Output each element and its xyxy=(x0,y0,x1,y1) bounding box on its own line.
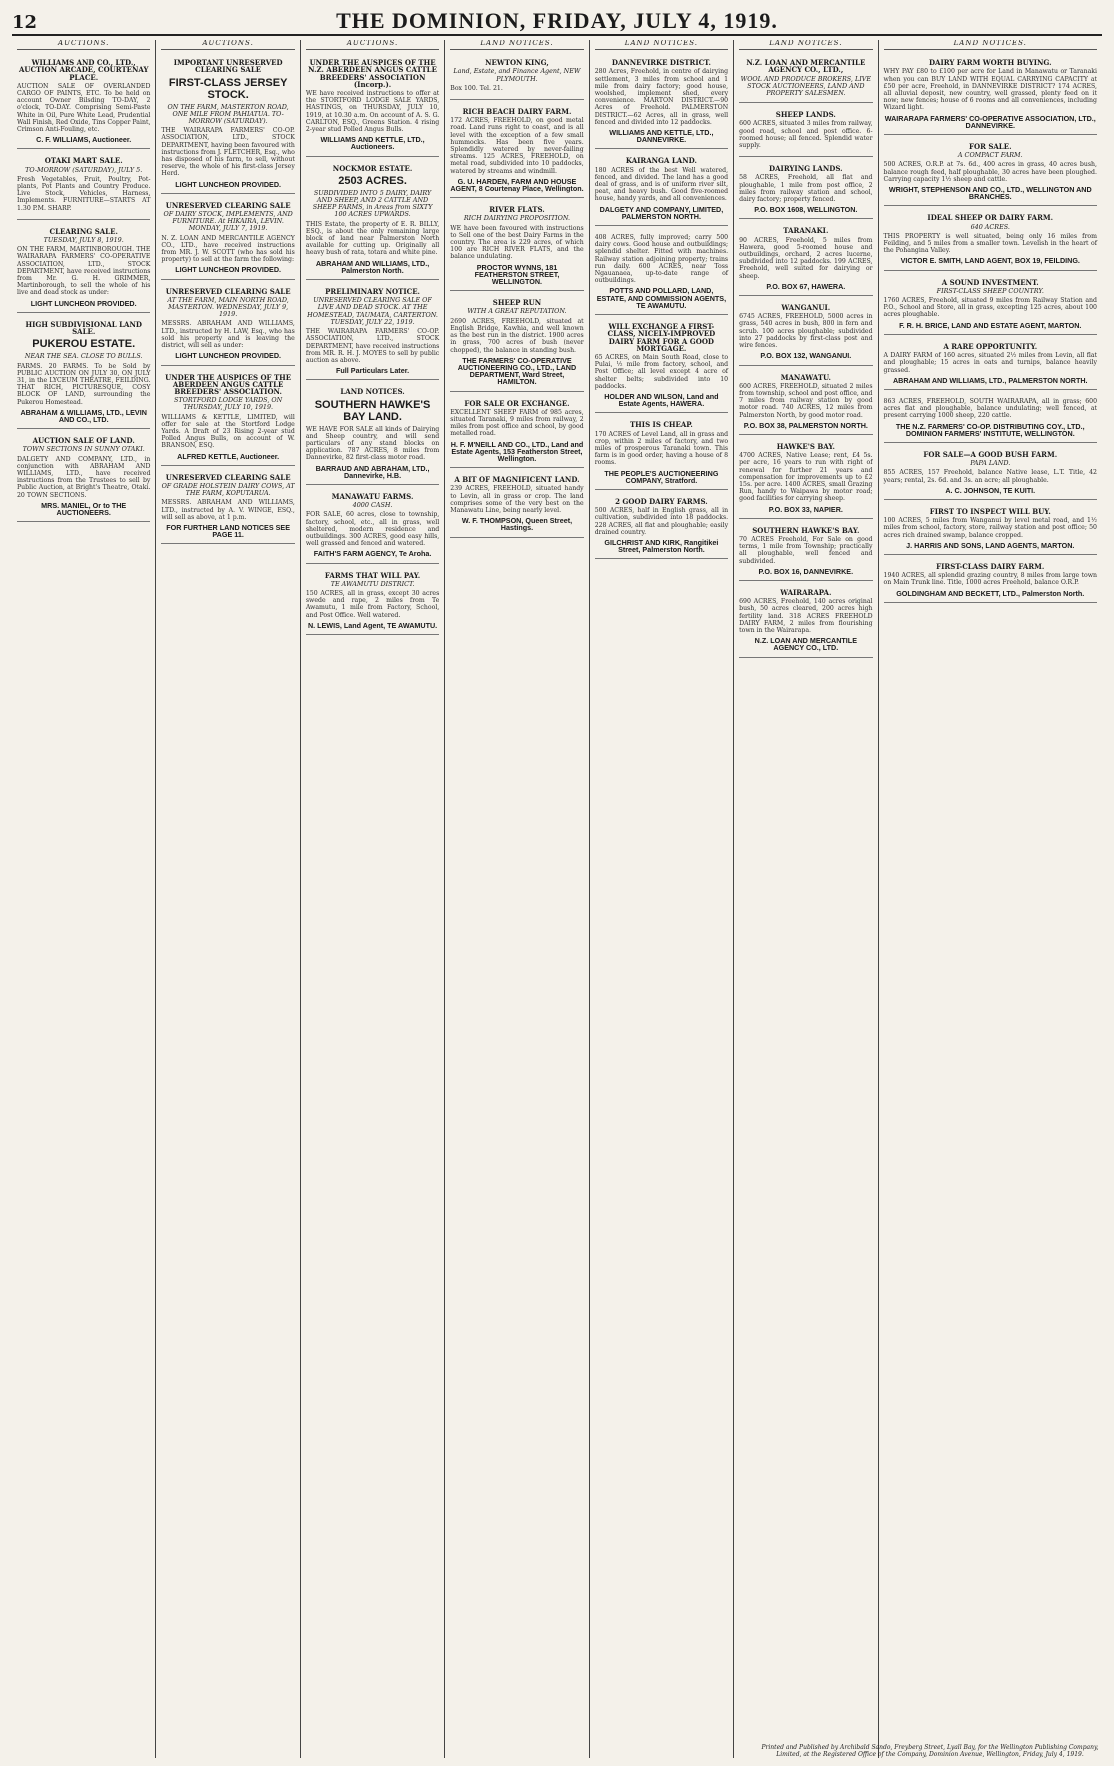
ad-headline: PUKEROU ESTATE. xyxy=(32,338,136,351)
ad-agent: A. C. JOHNSON, TE KUITI. xyxy=(945,485,1036,495)
ad-agent: WRIGHT, STEPHENSON AND CO., LTD., WELLINGTON AND BRANCHES. xyxy=(888,185,1092,202)
ad-title: THIS IS CHEAP. xyxy=(629,420,693,430)
ad-title: A BIT OF MAGNIFICENT LAND. xyxy=(454,475,580,485)
column-heading: AUCTIONS. xyxy=(306,40,439,50)
ad-body: 690 ACRES, Freehold, 140 acres original bush, 50 acres cleared, 200 acres high fertility land. 318 ACRES FREEHOLD DAIRY FARM, 2 miles from flourishing town in the Wairarapa. xyxy=(739,598,873,634)
ad-subtitle: TO-MORROW (SATURDAY), JULY 5. xyxy=(25,165,143,174)
ad-agent: N. LEWIS, Land Agent, TE AWAMUTU. xyxy=(307,620,438,630)
ad-subtitle: NEAR THE SEA. CLOSE TO BULLS. xyxy=(24,352,143,361)
advertisement xyxy=(884,138,1097,206)
ad-title: OTAKI MART SALE. xyxy=(44,156,123,166)
ad-agent: LIGHT LUNCHEON PROVIDED. xyxy=(175,351,282,361)
ad-subtitle: SUBDIVIDED INTO 5 DAIRY, DAIRY AND SHEEP, AND 2 CATTLE AND SHEEP FARMS, in Areas from SIXTY 100 ACRES UPWARDS. xyxy=(312,188,433,219)
ad-title: WANGANUI. xyxy=(781,303,831,313)
column xyxy=(590,40,734,1758)
ad-subtitle: PAPA LAND. xyxy=(970,459,1011,468)
column-heading: LAND NOTICES. xyxy=(450,40,583,50)
ad-body: EXCELLENT SHEEP FARM of 985 acres, situated Taranaki, 9 miles from railway, 2 miles from post office and school, by good metalled road. xyxy=(450,408,584,438)
advertisement xyxy=(739,522,872,581)
ad-agent: WAIRARAPA FARMERS' CO-OPERATIVE ASSOCIATION, LTD., DANNEVIRKE. xyxy=(884,113,1096,130)
ad-title: KAIRANGA LAND. xyxy=(625,156,697,166)
advertisement xyxy=(306,283,439,380)
ad-title: SHEEP LANDS. xyxy=(775,110,836,120)
ad-agent: WILLIAMS AND KETTLE, LTD., Auctioneers. xyxy=(320,135,425,152)
column xyxy=(734,40,878,1758)
column xyxy=(445,40,589,1758)
ad-agent: ABRAHAM & WILLIAMS, LTD., LEVIN AND CO., LTD. xyxy=(20,407,147,424)
ad-body: WE have received instructions to offer at the STORTFORD LODGE SALE YARDS, HASTINGS, on THURSDAY, JULY 10, 1919, at 10.30 a.m. On account of A. S. G. CARLTON, ESQ., Greens Station. 4 rising 2-year stud Polled Angus Bulls. xyxy=(305,90,440,134)
ad-title: FIRST TO INSPECT WILL BUY. xyxy=(929,506,1051,516)
ad-title: IDEAL SHEEP OR DAIRY FARM. xyxy=(927,213,1054,223)
advertisement xyxy=(739,438,872,519)
ad-body: WE have been favoured with instructions to Sell one of the best Dairy Farms in the country. The area is 229 acres, of which 100 are RICH RIVER FLATS, and the balance undulating. xyxy=(450,224,584,261)
ad-agent: THE PEOPLE'S AUCTIONEERING COMPANY, Stratford. xyxy=(604,468,719,485)
ad-body: N. Z. LOAN AND MERCANTILE AGENCY CO., LTD., have received instructions from MR. J. W. SCOTT (who has sold his property) to sell at the farm the following: xyxy=(161,234,295,264)
ad-body: 90 ACRES, Freehold, 5 miles from Hawera, good 5-roomed house and outbuildings, orchard, 2 acres lucerne, subdivided into 12 paddocks. 199 ACRES, Freehold, well suited for dairying or sheep. xyxy=(739,236,873,280)
ad-title: DANNEVIRKE DISTRICT. xyxy=(611,58,711,68)
ad-agent: LIGHT LUNCHEON PROVIDED. xyxy=(175,179,282,189)
ad-title: A RARE OPPORTUNITY. xyxy=(943,341,1038,351)
ad-body: Fresh Vegetables, Fruit, Poultry, Pot-plants, Pot Plants and Country Produce. Live Stock, Vehicles, Harness, Implements. FURNITURE—STARTS AT 1.30 P.M. SHARP. xyxy=(17,175,151,212)
ad-agent: Full Particulars Later. xyxy=(336,366,410,376)
ad-title: DAIRY FARM WORTH BUYING. xyxy=(928,58,1052,68)
ad-body: THE WAIRARAPA FARMERS' CO-OP. ASSOCIATION, LTD., STOCK DEPARTMENT, having been favoured with instructions from J. FLETCHER, Esq., who has disposed of his farm, to sell, without reserve, the whole of his first-class Jersey Herd. xyxy=(161,127,295,178)
ad-body: 65 ACRES, on Main South Road, close to Pulai, ½ mile from factory, school, and Post Office; all level except 4 acre of shelter belts; subdivided into 10 paddocks. xyxy=(594,353,729,390)
ad-body: 500 ACRES, O.R.P. at 7s. 6d., 400 acres in grass, 40 acres bush, balance rough feed, half ploughable, 30 acres have been ploughed. Carrying capacity 1½ sheep and cattle. xyxy=(883,161,1097,183)
ad-body: 170 ACRES of Level Land, all in grass and crop, within 2 miles of factory, and two miles of prosperous Taranaki town. This farm is in good order, having a house of 8 rooms. xyxy=(594,430,729,467)
ad-body: 2690 ACRES, FREEHOLD, situated at English Bridge, Kawhia, and well known as the best run in the district. 1900 acres in grass, 700 acres of bush (never chopped), the balance in standing bush. xyxy=(450,317,584,354)
ad-body: THIS PROPERTY is well situated, being only 16 miles from Feilding, and 5 miles from a smaller town. Levelish in the heart of the Pohangina Valley. xyxy=(883,232,1097,255)
ad-agent: LIGHT LUNCHEON PROVIDED. xyxy=(175,265,282,275)
ad-body: ON THE FARM, MARTINBOROUGH. THE WAIRARAPA FARMERS' CO-OPERATIVE ASSOCIATION, LTD., STOCK DEPARTMENT, have received instructions from Mr. G. H. GRIMMER, Martinborough, to sell the whole of his live and dead stock as under: xyxy=(17,246,151,297)
ad-title: LAND NOTICES. xyxy=(340,387,405,397)
ad-body: FARMS. 20 FARMS. To be Sold by PUBLIC AUCTION ON JULY 30, ON JULY 31, in the LYCEUM THEATRE, FEILDING. THAT RICH, PICTURESQUE, COSY BLOCK OF LAND, surrounding the Pukerou Homestead. xyxy=(17,362,151,406)
ad-headline: FIRST-CLASS JERSEY STOCK. xyxy=(168,76,288,101)
advertisement xyxy=(306,567,439,635)
ad-agent: P.O. BOX 38, PALMERSTON NORTH. xyxy=(743,420,868,430)
advertisement xyxy=(306,383,439,485)
ad-title: PRELIMINARY NOTICE. xyxy=(325,287,420,297)
advertisement xyxy=(739,299,872,365)
ad-body: 280 Acres, Freehold, in centre of dairying settlement, 3 miles from school and 1 mile from dairy factory; good house, woolshed, implement shed, every convenience. MARTON DISTRICT.—90 Acres of Freehold. PALMERSTON DISTRICT.—62 Acres, all in grass, well fenced and divided into 12 paddocks. xyxy=(594,68,729,126)
ad-body: MESSRS. ABRAHAM AND WILLIAMS, LTD., instructed by H. LAW, Esq., who has sold his property and is leaving the district, will sell as under: xyxy=(161,320,295,350)
advertisement xyxy=(450,103,583,198)
advertisement xyxy=(450,201,583,291)
advertisement xyxy=(595,54,728,149)
advertisement xyxy=(884,338,1097,390)
ad-title: RICH BEACH DAIRY FARM. xyxy=(462,107,572,117)
ad-title: FOR SALE OR EXCHANGE. xyxy=(464,398,570,408)
column xyxy=(301,40,445,1758)
ad-agent: POTTS AND POLLARD, LAND, ESTATE, AND COMMISSION AGENTS, TE AWAMUTU. xyxy=(596,286,727,310)
ad-title: FIRST-CLASS DAIRY FARM. xyxy=(936,561,1045,571)
ad-agent: HOLDER AND WILSON, Land and Estate Agents, HAWERA. xyxy=(604,391,719,409)
advertisement xyxy=(595,152,728,226)
column xyxy=(156,40,300,1758)
ad-subtitle: TOWN SECTIONS IN SUNNY OTAKI. xyxy=(22,445,145,454)
ad-title: UNDER THE AUSPICES OF THE N.Z. ABERDEEN ANGUS CATTLE BREEDERS' ASSOCIATION (Incorp.). xyxy=(308,58,437,89)
ad-title: WILLIAMS AND CO., LTD., AUCTION ARCADE, COURTENAY PLACE. xyxy=(18,58,149,82)
newspaper-title: THE DOMINION, FRIDAY, JULY 4, 1919. xyxy=(336,8,778,33)
ad-title: WILL EXCHANGE A FIRST-CLASS, NICELY-IMPROVED DAIRY FARM FOR A GOOD MORTGAGE. xyxy=(607,322,716,353)
ad-headline: 2503 ACRES. xyxy=(338,174,407,187)
advertisement xyxy=(161,283,294,366)
ad-agent: ABRAHAM AND WILLIAMS, LTD., PALMERSTON NORTH. xyxy=(892,375,1088,385)
ad-body: WHY PAY £80 to £100 per acre for Land in Manawatu or Taranaki when you can BUY LAND WITH EQUAL CARRYING CAPACITY at £50 per acre, Freehold, in DANNEVIRKE DISTRICT? 174 ACRES, all alluvial deposit, new country, well grassed, plenty feed on it now; new fences; house of 6 rooms and all conveniences, including Wizard light. xyxy=(883,68,1097,112)
ad-body: 1940 ACRES, all splendid grazing country, 8 miles from large town on Main Trunk line. Title, 1000 acres Freehold, balance O.R.P. xyxy=(883,572,1097,587)
ad-body: 863 ACRES, FREEHOLD, SOUTH WAIRARAPA, all in grass; 600 acres flat and ploughable, balance undulating; well fenced, at present carrying 1000 sheep, 220 cattle. xyxy=(883,397,1097,420)
ad-agent: GOLDINGHAM AND BECKETT, LTD., Palmerston North. xyxy=(896,588,1085,598)
ad-agent: LIGHT LUNCHEON PROVIDED. xyxy=(30,298,137,308)
advertisement xyxy=(739,222,872,296)
ad-title: A SOUND INVESTMENT. xyxy=(941,277,1039,287)
ad-body: 6745 ACRES, FREEHOLD, 5000 acres in grass, 540 acres in bush, 800 in fern and scrub. 100 acres ploughable; subdivided into 27 paddocks by first-class post and wire fences. xyxy=(739,313,873,350)
ad-agent: GILCHRIST AND KIRK, Rangitikei Street, Palmerston North. xyxy=(604,537,719,555)
advertisement xyxy=(884,209,1097,270)
ad-title: N.Z. LOAN AND MERCANTILE AGENCY CO., LTD., xyxy=(746,58,866,75)
advertisement xyxy=(884,558,1097,603)
ad-agent: FOR FURTHER LAND NOTICES SEE PAGE 11. xyxy=(166,522,291,540)
ad-title: UNDER THE AUSPICES OF THE ABERDEEN ANGUS CATTLE BREEDERS' ASSOCIATION. xyxy=(165,372,292,396)
advertisement xyxy=(450,54,583,100)
advertisement xyxy=(17,432,150,522)
column-heading: LAND NOTICES. xyxy=(884,40,1097,50)
advertisement xyxy=(161,197,294,280)
ad-agent: J. HARRIS AND SONS, LAND AGENTS, MARTON. xyxy=(906,540,1075,550)
ad-subtitle: ON THE FARM, MASTERTON ROAD, ONE MILE FROM PAHIATUA. TO-MORROW (SATURDAY). xyxy=(167,102,289,126)
ad-body: 600 ACRES, situated 3 miles from railway, good road, school and post office. 6-roomed house; all fenced. Splendid water supply. xyxy=(739,120,873,150)
ad-body: 150 ACRES, all in grass, except 30 acres swede and rape, 2 miles from Te Awamutu, 1 mile from Factory, School, and Post Office. Well watered. xyxy=(305,589,440,619)
ad-agent: THE N.Z. FARMERS' CO-OP. DISTRIBUTING COY., LTD., DOMINION FARMERS' INSTITUTE, WELLINGTON. xyxy=(895,421,1085,438)
advertisement xyxy=(739,160,872,219)
ad-subtitle: OF DAIRY STOCK, IMPLEMENTS, AND FURNITURE. At HIKAIRA, LEVIN. MONDAY, JULY 7, 1919. xyxy=(163,210,293,233)
ad-body: 172 ACRES, FREEHOLD, on good metal road. Land runs right to coast, and is all level with the exception of a few small hummocks. Has been five years. Splendidly watered by never-failing streams. 125 ACRES, FREEHOLD, on metal road, subdivided into 10 paddocks, watered by streams and windmill. xyxy=(450,117,584,175)
page-number: 12 xyxy=(12,12,38,33)
ad-title: HIGH SUBDIVISIONAL LAND SALE. xyxy=(25,319,142,337)
ad-agent: VICTOR E. SMITH, LAND AGENT, BOX 19, FEILDING. xyxy=(900,256,1080,266)
column-heading: LAND NOTICES. xyxy=(595,40,728,50)
ad-body: 58 ACRES, Freehold, all flat and ploughable, 1 mile from post office, 2 miles from railway station and school, dairy factory; property fenced. xyxy=(739,174,873,204)
ad-body: FOR SALE, 60 acres, close to township, factory, school, etc., all in grass, well sheltered, modern residence and outbuildings. 300 ACRES, good easy hills, well grassed and fenced and watered. xyxy=(305,511,440,548)
column-heading: AUCTIONS. xyxy=(17,40,150,50)
ad-title: AUCTION SALE OF LAND. xyxy=(32,436,135,446)
ad-subtitle: WITH A GREAT REPUTATION. xyxy=(467,307,567,316)
ad-body: 408 ACRES, fully improved; carry 500 dairy cows. Good house and outbuildings; splendid shelter. Fitted with machines. Railway station adjoining property; trains run daily. 600 ACRES, near Toss Ngauanaea, up-to-date range of outbuildings. xyxy=(594,234,729,285)
ad-agent: DALGETY AND COMPANY, LIMITED, PALMERSTON NORTH. xyxy=(599,204,724,221)
ad-subtitle: AT THE FARM, MAIN NORTH ROAD, MASTERTON. WEDNESDAY, JULY 9, 1919. xyxy=(167,295,289,319)
ad-body: 180 ACRES of the best Well watered, fenced, and divided. The land has a good deal of grass, and is of uniform river silt, peat, and heavy bush. Good five-roomed house, handy yards, and all conveniences. xyxy=(594,166,729,203)
ad-title: UNRESERVED CLEARING SALE xyxy=(165,286,291,296)
ad-agent: PROCTOR WYNNS, 181 FEATHERSTON STREET, WELLINGTON. xyxy=(474,262,560,287)
ad-body: AUCTION SALE OF OVERLANDED CARGO OF PAINTS, ETC. To be held on account Owner Bilsding TO-DAY, 2 o'clock, TO-DAY. Comprising Semi-Paste White in Oil, Pure White Lead, Prudential Wall Finish, Red Oxide, Tins Copper Paint, Crimson Anti-Fouling, etc. xyxy=(17,82,151,134)
ad-agent: C. F. WILLIAMS, Auctioneer. xyxy=(36,135,132,145)
masthead xyxy=(12,8,1102,36)
ad-title: SHEEP RUN xyxy=(492,298,542,308)
ad-title: WAIRARAPA. xyxy=(780,587,832,597)
ad-subtitle: A COMPACT FARM. xyxy=(957,151,1023,160)
ad-agent: P.O. BOX 16, DANNEVIRKE. xyxy=(758,566,854,576)
ad-body: 4700 ACRES, Native Lease; rent, £4 5s. per acre, 16 years to run with right of renewal for further 21 years and compensation for improvements up to £2 15s. per acre. 1400 ACRES, small Grazing Run, handy to Waipawa by motor road; good facilities for carrying sheep. xyxy=(739,452,873,503)
advertisement xyxy=(884,393,1097,443)
ad-body: 239 ACRES, FREEHOLD, situated handy to Levin, all in grass or crop. The land comprises some of the very best on the Manawatu Line, being nearly level. xyxy=(450,485,584,514)
ad-subtitle: WOOL AND PRODUCE BROKERS, LIVE STOCK AUCTIONEERS, LAND AND PROPERTY SALESMEN. xyxy=(740,74,872,98)
advertisement xyxy=(161,54,294,194)
ad-title: NEWTON KING, xyxy=(485,58,549,68)
ad-body: WILLIAMS & KETTLE, LIMITED, will offer for sale at the Stortford Lodge Yards. A Draft of 23 Rising 2-year stud Polled Angus Bulls, on account of W. BRANSON, ESQ. xyxy=(161,413,295,450)
advertisement xyxy=(884,54,1097,135)
ad-title: MANAWATU FARMS. xyxy=(331,491,414,501)
imprint-footer: Printed and Published by Archibald Sando, Freyberg Street, Lyall Bay, for the Wellington Publishing Company, Limited, at the Registered Office of the Company, Dominion Avenue, Wellington, Friday, July 4, 1919. xyxy=(761,1744,1099,1758)
ad-body: A DAIRY FARM of 160 acres, situated 2½ miles from Levin, all flat and ploughable; 15 acres in oats and turnips, balance heavily grassed. xyxy=(883,352,1097,374)
advertisement xyxy=(739,584,872,658)
ad-title: UNRESERVED CLEARING SALE xyxy=(165,200,291,210)
ad-title: UNRESERVED CLEARING SALE xyxy=(165,472,291,482)
advertisement xyxy=(450,471,583,537)
ad-agent: W. F. THOMPSON, Queen Street, Hastings. xyxy=(461,516,573,533)
advertisement xyxy=(306,488,439,564)
advertisement xyxy=(595,493,728,559)
advertisement xyxy=(306,54,439,156)
ad-agent: P.O. BOX 132, WANGANUI. xyxy=(760,351,852,361)
ad-body: 855 ACRES, 157 Freehold, balance Native lease, L.T. Title, 42 years; rental, 2s. 6d. and 3s. an acre; all ploughable. xyxy=(883,469,1097,484)
ad-body: 70 ACRES Freehold, For Sale on good terms, 1 mile from Township; practically all ploughable, well fenced and subdivided. xyxy=(739,535,873,565)
ad-subtitle: RICH DAIRYING PROPOSITION. xyxy=(463,214,571,223)
ad-agent: F. R. H. BRICE, LAND AND ESTATE AGENT, MARTON. xyxy=(899,320,1082,330)
advertisement xyxy=(739,106,872,157)
column xyxy=(12,40,156,1758)
ad-agent: WILLIAMS AND KETTLE, LTD., DANNEVIRKE. xyxy=(609,128,714,145)
ad-title: FOR SALE. xyxy=(969,142,1012,152)
ad-subtitle: OF GRADE HOLSTEIN DAIRY COWS, AT THE FARM, KOPUTARUA. xyxy=(161,481,295,498)
ad-body: DALGETY AND COMPANY, LTD., in conjunction with ABRAHAM AND WILLIAMS, LTD., have received instructions from the Trustees to sell by Public Auction, at Bright's Theatre, Otaki. 20 TOWN SECTIONS. xyxy=(17,455,151,499)
ad-agent: MRS. MANIEL, Or to THE AUCTIONEERS. xyxy=(41,500,127,517)
ad-title: SOUTHERN HAWKE'S BAY. xyxy=(752,525,860,535)
ad-agent: P.O. BOX 33, NAPIER. xyxy=(768,504,843,514)
advertisement xyxy=(595,318,728,413)
ad-body: 1760 ACRES, Freehold, situated 9 miles from Railway Station and P.O., School and Store, all in grass, excepting 125 acres, about 100 acres ploughable. xyxy=(883,297,1097,319)
ad-agent: P.O. BOX 67, HAWERA. xyxy=(766,281,846,291)
ad-body: 600 ACRES, FREEHOLD, situated 2 miles from township, school and post office, and 7 miles from railway station by good motor road. 740 ACRES, 12 miles from Palmerston North, by good motor road. xyxy=(739,382,873,419)
ad-title: MANAWATU. xyxy=(780,372,831,382)
ad-agent: P.O. BOX 1608, WELLINGTON. xyxy=(754,205,858,215)
ad-body: MESSRS. ABRAHAM AND WILLIAMS, LTD., instructed by A. V. WINGE, ESQ., will sell as above, at 1 p.m. xyxy=(161,499,295,521)
ad-body: THE WAIRARAPA FARMERS' CO-OP. ASSOCIATION, LTD., STOCK DEPARTMENT, have received instructions from MR. R. H. J. MOYES to sell by public auction as above. xyxy=(305,328,440,364)
advertisement xyxy=(17,316,150,429)
ad-title: HAWKE'S BAY. xyxy=(776,441,835,451)
column xyxy=(879,40,1102,1758)
ad-title: FOR SALE—A GOOD BUSH FARM. xyxy=(923,449,1058,459)
ad-agent: BARRAUD AND ABRAHAM, LTD., Dannevirke, H.B. xyxy=(315,463,430,480)
ad-subtitle: 4000 CASH. xyxy=(352,501,393,510)
ad-agent: ALFRED KETTLE, Auctioneer. xyxy=(177,451,280,461)
ad-subtitle: STORTFORD LODGE YARDS, ON THURSDAY, JULY 10, 1919. xyxy=(174,396,283,412)
ad-subtitle: TE AWAMUTU DISTRICT. xyxy=(330,579,415,588)
ad-title: FARMS THAT WILL PAY. xyxy=(324,570,421,580)
ad-title: 2 GOOD DAIRY FARMS. xyxy=(615,496,708,506)
advertisement xyxy=(884,274,1097,335)
ad-agent: ABRAHAM AND WILLIAMS, LTD., Palmerston North. xyxy=(315,258,430,275)
ad-title: IMPORTANT UNRESERVED CLEARING SALE xyxy=(173,58,283,75)
advertisement xyxy=(17,152,150,219)
ad-subtitle: UNRESERVED CLEARING SALE OF LIVE AND DEAD STOCK. AT THE HOMESTEAD, TAUMATA, CARTERTON. TUESDAY, JULY 22, 1919. xyxy=(307,296,438,326)
ad-title: DAIRYING LANDS. xyxy=(769,164,843,174)
ad-title: NOCKMOR ESTATE. xyxy=(332,163,413,173)
ad-agent: G. U. HARDEN, FARM AND HOUSE AGENT, 8 Courtenay Place, Wellington. xyxy=(450,176,584,194)
ad-subtitle: FIRST-CLASS SHEEP COUNTRY. xyxy=(936,286,1044,295)
advertisement xyxy=(161,469,294,545)
advertisement xyxy=(739,54,872,103)
ad-body: THIS Estate, the property of E. R. BILLY, ESQ., is about the only remaining large block of land near Palmerston North available for cutting up. Originally all heavy bush of rata, totara and white pine. xyxy=(305,220,440,257)
advertisement xyxy=(595,416,728,490)
ad-body: 100 ACRES, 5 miles from Wanganui by level metal road, and 1½ miles from school, factory, store, railway station and post office; 50 acres rich drained swamp, balance cropped. xyxy=(883,517,1097,539)
ad-headline: SOUTHERN HAWKE'S BAY LAND. xyxy=(314,398,431,423)
advertisement xyxy=(739,369,872,435)
ad-title: RIVER FLATS. xyxy=(489,205,545,215)
ad-agent: THE FARMERS' CO-OPERATIVE AUCTIONEERING CO., LTD., LAND DEPARTMENT, Ward Street, HAMILTON. xyxy=(457,355,577,387)
ad-body: WE HAVE FOR SALE all kinds of Dairying and Sheep country, and will send particulars of any stand blocks on application. 787 ACRES, 8 miles from Dannevirke, 82 first-class motor road. xyxy=(305,425,440,462)
advertisement xyxy=(884,446,1097,500)
advertisement xyxy=(884,503,1097,555)
ad-agent: N.Z. LOAN AND MERCANTILE AGENCY CO., LTD. xyxy=(754,636,857,653)
ad-body: Box 100. Tel. 21. xyxy=(450,84,503,92)
ad-subtitle: Land, Estate, and Finance Agent, NEW PLYMOUTH. xyxy=(453,67,581,83)
column-heading: LAND NOTICES. xyxy=(739,40,872,50)
column-container xyxy=(12,40,1102,1758)
column-heading: AUCTIONS. xyxy=(161,40,294,50)
advertisement xyxy=(595,229,728,315)
ad-agent: FAITH'S FARM AGENCY, Te Aroha. xyxy=(313,549,432,559)
ad-title: TARANAKI. xyxy=(783,226,829,236)
ad-title: CLEARING SALE. xyxy=(49,226,118,236)
advertisement xyxy=(161,369,294,466)
advertisement xyxy=(306,160,439,280)
ad-agent: H. F. M'NEILL AND CO., LTD., Land and Estate Agents, 153 Featherston Street, Wellington. xyxy=(450,439,584,463)
advertisement xyxy=(17,223,150,313)
advertisement xyxy=(17,54,150,149)
advertisement xyxy=(450,294,583,391)
ad-subtitle: 640 ACRES. xyxy=(970,222,1010,231)
ad-subtitle: TUESDAY, JULY 8, 1919. xyxy=(43,236,124,245)
advertisement xyxy=(450,395,583,469)
ad-body: 500 ACRES, half in English grass, all in cultivation, subdivided into 18 paddocks. 228 ACRES, all flat and ploughable; easily drained country. xyxy=(594,507,729,536)
